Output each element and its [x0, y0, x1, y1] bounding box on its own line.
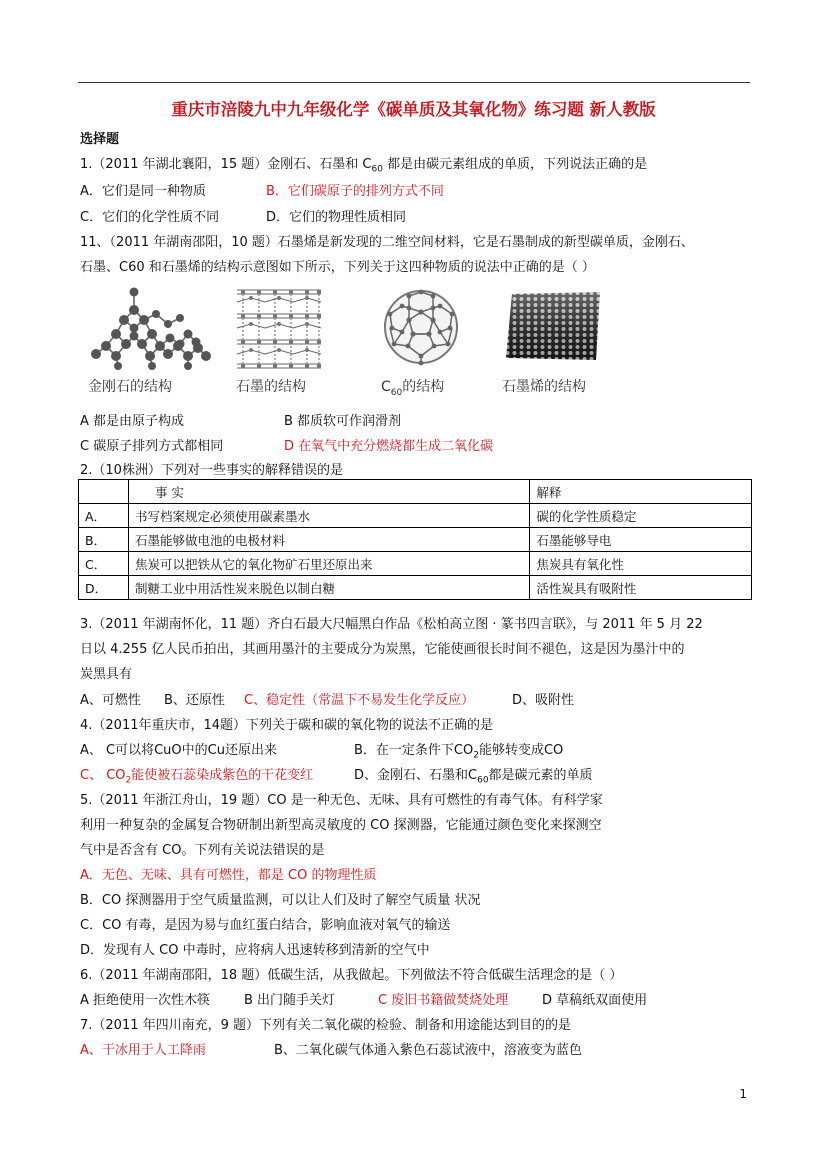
graphite-structure-image — [233, 284, 325, 372]
c60-structure-image — [378, 284, 464, 370]
q3-option-d: D、吸附性 — [512, 693, 575, 708]
row-explanation: 活性炭具有吸附性 — [530, 576, 752, 600]
q4-option-d: D、金刚石、石墨和$C_{60}$都是碳元素的单质 — [354, 768, 593, 786]
q7-option-b: B、二氧化碳气体通入紫色石蕊试液中，溶液变为蓝色 — [274, 1043, 582, 1058]
q3-option-b: B、还原性 — [164, 693, 225, 708]
table-header-explanation: 解释 — [530, 480, 752, 504]
row-explanation: 焦炭具有氧化性 — [530, 552, 752, 576]
q3-option-a: A、可燃性 — [80, 693, 141, 708]
graphene-caption: 石墨烯的结构 — [502, 379, 586, 395]
row-explanation: 碳的化学性质稳定 — [530, 504, 752, 528]
q3-stem-line2: 日以 4.255 亿人民币拍出，其画用墨汁的主要成分为炭黑，它能使画很长时间不褪色，这是因为墨汁中的 — [80, 642, 685, 657]
diamond-structure-image — [88, 284, 214, 370]
q1-option-b-answer: B．它们碳原子的排列方式不同 — [266, 184, 444, 199]
diamond-caption: 金刚石的结构 — [88, 379, 172, 395]
q11-option-a: A 都是由原子构成 — [80, 414, 185, 429]
document-title: 重庆市涪陵九中九年级化学《碳单质及其氧化物》练习题 新人教版 — [171, 100, 656, 119]
carbon-structures-figure — [80, 280, 662, 400]
q1-option-d: D．它们的物理性质相同 — [266, 210, 407, 225]
header-rule — [78, 82, 750, 83]
q5-option-d: D．发现有人 CO 中毒时，应将病人迅速转移到清新的空气中 — [80, 943, 430, 958]
q4-option-a: A、 C可以将CuO中的Cu还原出来 — [80, 743, 277, 758]
q6-option-a: A 拒绝使用一次性木筷 — [80, 993, 211, 1008]
q3-stem-line3: 炭黑具有 — [80, 667, 133, 682]
q6-option-c-answer: C 废旧书籍做焚烧处理 — [378, 993, 509, 1008]
q1-option-a: A．它们是同一种物质 — [80, 184, 206, 199]
page-number: 1 — [739, 1087, 747, 1101]
q7-option-a-answer: A、干冰用于人工降雨 — [80, 1043, 206, 1058]
table-row — [79, 528, 752, 552]
q11-option-b: B 都质软可作润滑剂 — [284, 414, 402, 429]
q5-stem-line1: 5.（2011 年浙江舟山，19 题）CO 是一种无色、无味、具有可燃性的有毒气体。有科学家 — [80, 793, 603, 808]
q11-option-d-answer: D 在氧气中充分燃烧都生成二氧化碳 — [284, 439, 494, 454]
q6-stem: 6.（2011 年湖南邵阳，18 题）低碳生活，从我做起。下列做法不符合低碳生活理念的是（ ） — [80, 968, 623, 983]
q4-stem: 4.（2011年重庆市，14题）下列关于碳和碳的氧化物的说法不正确的是 — [80, 718, 494, 733]
q7-stem: 7.（2011 年四川南充，9 题）下列有关二氧化碳的检验、制备和用途能达到目的的是 — [80, 1018, 572, 1033]
q4-option-b: B．在一定条件下$CO_2$能够转变成CO — [354, 743, 564, 761]
row-explanation: 石墨能够导电 — [530, 528, 752, 552]
row-fact: 焦炭可以把铁从它的氧化物矿石里还原出来 — [128, 552, 529, 576]
table-header-blank — [79, 480, 129, 504]
q5-option-c: C．CO 有毒，是因为易与血红蛋白结合，影响血液对氧气的输送 — [80, 918, 451, 933]
q3-option-c-answer: C、稳定性（常温下不易发生化学反应） — [244, 693, 475, 708]
table-row — [79, 504, 752, 528]
row-label: A． — [79, 504, 129, 528]
c60-caption: $C_{60}$的结构 — [381, 379, 445, 398]
graphite-caption: 石墨的结构 — [236, 379, 306, 395]
table-header-row — [79, 480, 752, 504]
table-row — [79, 576, 752, 600]
row-label: B． — [79, 528, 129, 552]
table-row — [79, 552, 752, 576]
row-fact: 制糖工业中用活性炭来脱色以制白糖 — [128, 576, 529, 600]
q5-stem-line3: 气中是否含有 CO。下列有关说法错误的是 — [80, 843, 325, 858]
q11-stem-line2: 石墨、C60 和石墨烯的结构示意图如下所示，下列关于这四种物质的说法中正确的是（ ） — [80, 260, 595, 275]
q11-stem-line1: 11、（2011 年湖南邵阳，10 题）石墨烯是新发现的二维空间材料，它是石墨制成的新型碳单质，金刚石、 — [80, 235, 694, 250]
q11-option-c: C 碳原子排列方式都相同 — [80, 439, 224, 454]
row-label: D． — [79, 576, 129, 600]
facts-table — [78, 479, 752, 600]
q6-option-b: B 出门随手关灯 — [244, 993, 336, 1008]
q5-stem-line2: 利用一种复杂的金属复合物研制出新型高灵敏度的 CO 探测器，它能通过颜色变化来探测空 — [80, 818, 602, 833]
section-heading: 选择题 — [80, 132, 120, 147]
q5-option-a-answer: A．无色、无味、具有可燃性，都是 CO 的物理性质 — [80, 868, 377, 883]
q3-stem-line1: 3.（2011 年湖南怀化，11 题）齐白石最大尺幅黑白作品《松柏高立图 · 篆书四言联》，与 2011 年 5 月 22 — [80, 617, 703, 632]
table-header-fact: 事 实 — [128, 480, 529, 504]
q1-stem: 1.（2011 年湖北襄阳，15 题）金刚石、石墨和 $C_{60}$ 都是由碳元素组成的单质，下列说法正确的是 — [80, 157, 648, 175]
q4-option-c-answer: C、 $CO_2$能使被石蕊染成紫色的干花变红 — [80, 768, 314, 786]
row-fact: 书写档案规定必须使用碳素墨水 — [128, 504, 529, 528]
q6-option-d: D 草稿纸双面使用 — [542, 993, 648, 1008]
q2-stem: 2.（10株洲）下列对一些事实的解释错误的是 — [80, 463, 343, 478]
row-label: C． — [79, 552, 129, 576]
row-fact: 石墨能够做电池的电极材料 — [128, 528, 529, 552]
graphene-structure-image — [504, 290, 604, 362]
q5-option-b: B．CO 探测器用于空气质量监测，可以让人们及时了解空气质量 状况 — [80, 893, 481, 908]
q1-option-c: C．它们的化学性质不同 — [80, 210, 220, 225]
